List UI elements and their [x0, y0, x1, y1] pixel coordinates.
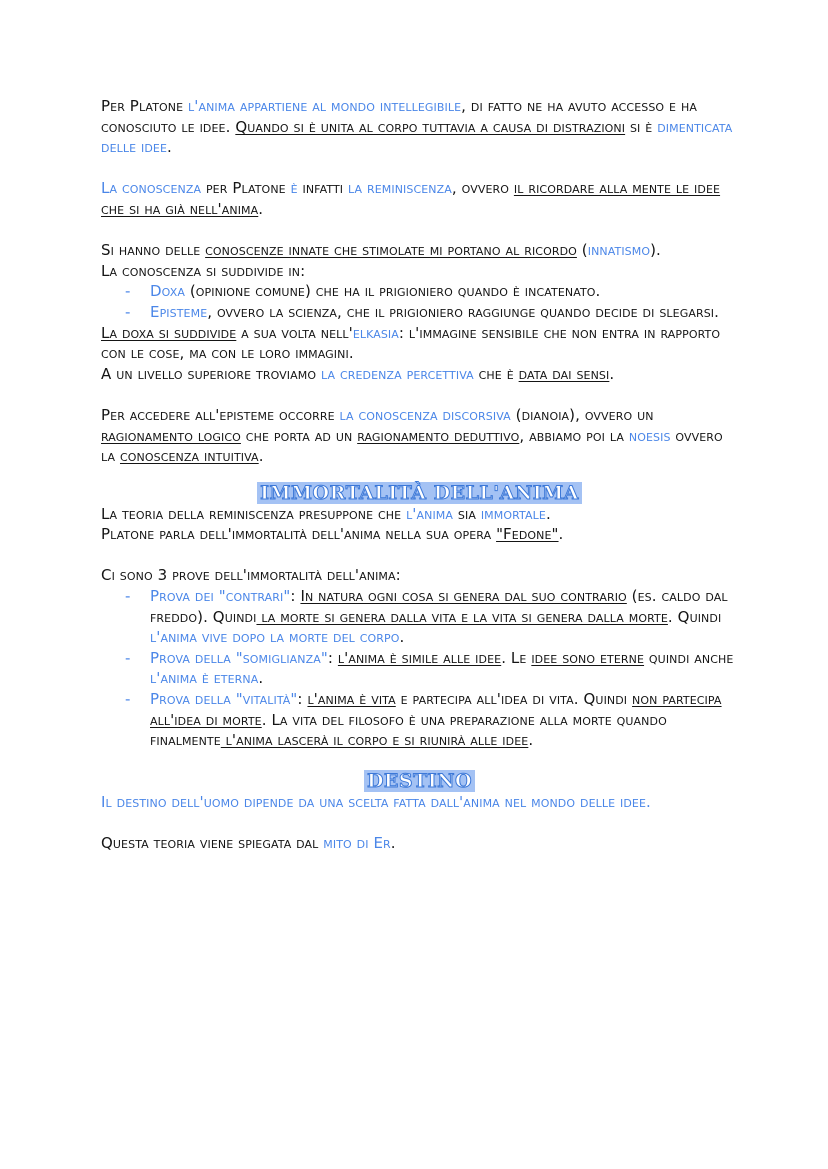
- text: Si hanno delle: [101, 241, 206, 260]
- highlight: immortale: [480, 504, 546, 523]
- highlight: La conoscenza: [101, 179, 202, 198]
- spacer: [101, 384, 738, 405]
- paragraph-anima-intellegibile: [101, 96, 738, 158]
- text: , abbiamo poi la: [519, 426, 629, 445]
- highlight: noesis: [628, 426, 671, 445]
- text: che porta ad un: [240, 426, 358, 445]
- heading-text: IMMORTALITÀ DELL'ANIMA: [257, 482, 582, 504]
- underlined-text: il ricordare alla mente le idee che si ha già nell'anima: [101, 179, 721, 218]
- highlight: innatismo: [587, 241, 651, 260]
- text: per Platone: [201, 179, 291, 198]
- heading-immortalita: [101, 481, 738, 504]
- text: La teoria della reminiscenza presuppone che: [101, 504, 407, 523]
- paragraph-credenza: [101, 364, 738, 385]
- text: .: [609, 364, 615, 383]
- paragraph-prove-intro: Ci sono 3 prove dell'immortalità dell'anima:: [101, 566, 401, 585]
- text: ovvero la: [101, 426, 723, 466]
- text: .: [558, 525, 564, 544]
- highlight: Prova della "somiglianza": [150, 648, 328, 667]
- paragraph-elkasia: [101, 323, 738, 364]
- highlight: dimenticata delle idee: [101, 117, 733, 157]
- list-item-prova-vitalita: [101, 689, 738, 751]
- text: : l'immagine sensibile che non entra in rapporto con le cose, ma con le loro immagini.: [101, 323, 721, 363]
- paragraph-suddivisione: La conoscenza si suddivide in:: [101, 261, 306, 280]
- paragraph-innatismo: [101, 240, 738, 261]
- spacer: [101, 545, 738, 566]
- paragraph-mito-er: [101, 833, 738, 854]
- underlined-text: La doxa si suddivide: [101, 323, 237, 342]
- highlight: mito di Er: [323, 834, 391, 852]
- text: (dianoia), ovvero un: [510, 405, 654, 424]
- paragraph-teoria-reminiscenza: [101, 504, 738, 525]
- heading-destino: [101, 769, 738, 792]
- spacer: [101, 220, 738, 241]
- underlined-text: ragionamento logico: [101, 426, 241, 445]
- highlight: l'anima appartiene al mondo intellegibile: [188, 97, 462, 115]
- text: Platone parla dell'immortalità dell'anima nella sua opera: [101, 525, 497, 544]
- text: (es. caldo dal freddo). Quindi: [150, 587, 728, 626]
- underlined-text: Quando si è unita al corpo tuttavia a causa di distrazioni: [235, 117, 626, 136]
- text: si è: [625, 117, 658, 136]
- text: Questa teoria viene spiegata dal: [101, 834, 324, 852]
- highlight: Doxa: [150, 282, 185, 301]
- text: ).: [650, 241, 661, 260]
- text: Per accedere all'episteme occorre: [101, 405, 340, 424]
- underlined-text: non partecipa all'idea di morte: [150, 690, 722, 729]
- text: sia: [453, 504, 481, 523]
- underlined-text: l'anima è vita: [307, 690, 396, 709]
- text: , di fatto ne ha avuto accesso e ha conosciuto le idee.: [101, 97, 697, 136]
- underlined-text: "Fedone": [496, 525, 559, 544]
- highlight: Prova della "vitalità": [150, 690, 298, 709]
- text: a sua volta nell': [236, 323, 353, 342]
- text: Per Platone: [101, 97, 189, 115]
- list-item-doxa: [101, 281, 738, 302]
- highlight: elkasia: [352, 323, 399, 342]
- text: :: [327, 648, 338, 667]
- list-item-prova-somiglianza: [101, 648, 738, 689]
- text: .: [167, 138, 172, 157]
- highlight: Prova dei "contrari": [150, 587, 291, 606]
- highlight: l'anima: [406, 504, 454, 523]
- text: e partecipa all'idea di vita. Quindi: [395, 690, 633, 709]
- highlight: la credenza percettiva: [320, 364, 474, 383]
- text: . Le: [501, 648, 532, 667]
- spacer: [101, 812, 738, 833]
- text: .: [390, 834, 396, 852]
- section-conoscenza: [101, 240, 738, 384]
- underlined-text: In natura ogni cosa si genera dal suo contrario: [300, 587, 627, 606]
- underlined-text: conoscenza intuitiva: [119, 447, 259, 466]
- underlined-text: conoscenze innate che stimolate mi portano al ricordo: [205, 241, 577, 260]
- text: .: [258, 669, 264, 688]
- text: .: [545, 504, 551, 523]
- list-conoscenza: [101, 281, 738, 322]
- spacer: [101, 158, 738, 179]
- text: . La vita del filosofo è una preparazione alla morte quando finalmente: [150, 710, 667, 750]
- paragraph-dianoia: [101, 405, 738, 467]
- list-item-episteme: [101, 302, 738, 323]
- text: , ovvero: [451, 179, 514, 198]
- text: (opinione comune) che ha il prigioniero quando è incatenato.: [184, 282, 601, 301]
- text: , ovvero la scienza, che il prigioniero raggiunge quando decide di slegarsi.: [207, 302, 719, 321]
- text: .: [258, 447, 264, 466]
- underlined-text: ragionamento deduttivo: [357, 426, 520, 445]
- paragraph-destino: Il destino dell'uomo dipende da una scelta fatta dall'anima nel mondo delle idee.: [101, 792, 651, 811]
- text: che è: [473, 364, 519, 383]
- list-item-prova-contrari: [101, 586, 738, 648]
- highlight: la conoscenza discorsiva: [339, 405, 511, 424]
- text: .: [528, 731, 534, 750]
- highlight: l'anima è eterna: [150, 669, 259, 688]
- text: . Quindi: [667, 607, 722, 626]
- underlined-text: idee sono eterne: [531, 648, 645, 667]
- text: quindi anche: [644, 648, 734, 667]
- highlight: l'anima vive dopo la morte del corpo: [150, 628, 400, 647]
- highlight: è: [290, 179, 298, 198]
- text: .: [399, 628, 405, 647]
- underlined-text: l'anima lascerà il corpo e si riunirà alle idee: [220, 731, 529, 750]
- underlined-text: l'anima è simile alle idee: [337, 648, 502, 667]
- text: :: [290, 587, 301, 606]
- underlined-text: data dai sensi: [518, 364, 610, 383]
- text: .: [258, 199, 264, 218]
- text: A un livello superiore troviamo: [101, 364, 321, 383]
- highlight: Episteme: [150, 302, 208, 321]
- underlined-text: la morte si genera dalla vita e la vita si genera dalla morte: [256, 607, 668, 626]
- paragraph-fedone: [101, 524, 738, 545]
- text: :: [297, 690, 308, 709]
- heading-text: DESTINO: [364, 770, 475, 792]
- highlight: la reminiscenza: [348, 179, 452, 198]
- text: (: [576, 241, 588, 260]
- paragraph-reminiscenza: [101, 178, 738, 219]
- text: infatti: [297, 179, 349, 198]
- list-prove: [101, 586, 738, 751]
